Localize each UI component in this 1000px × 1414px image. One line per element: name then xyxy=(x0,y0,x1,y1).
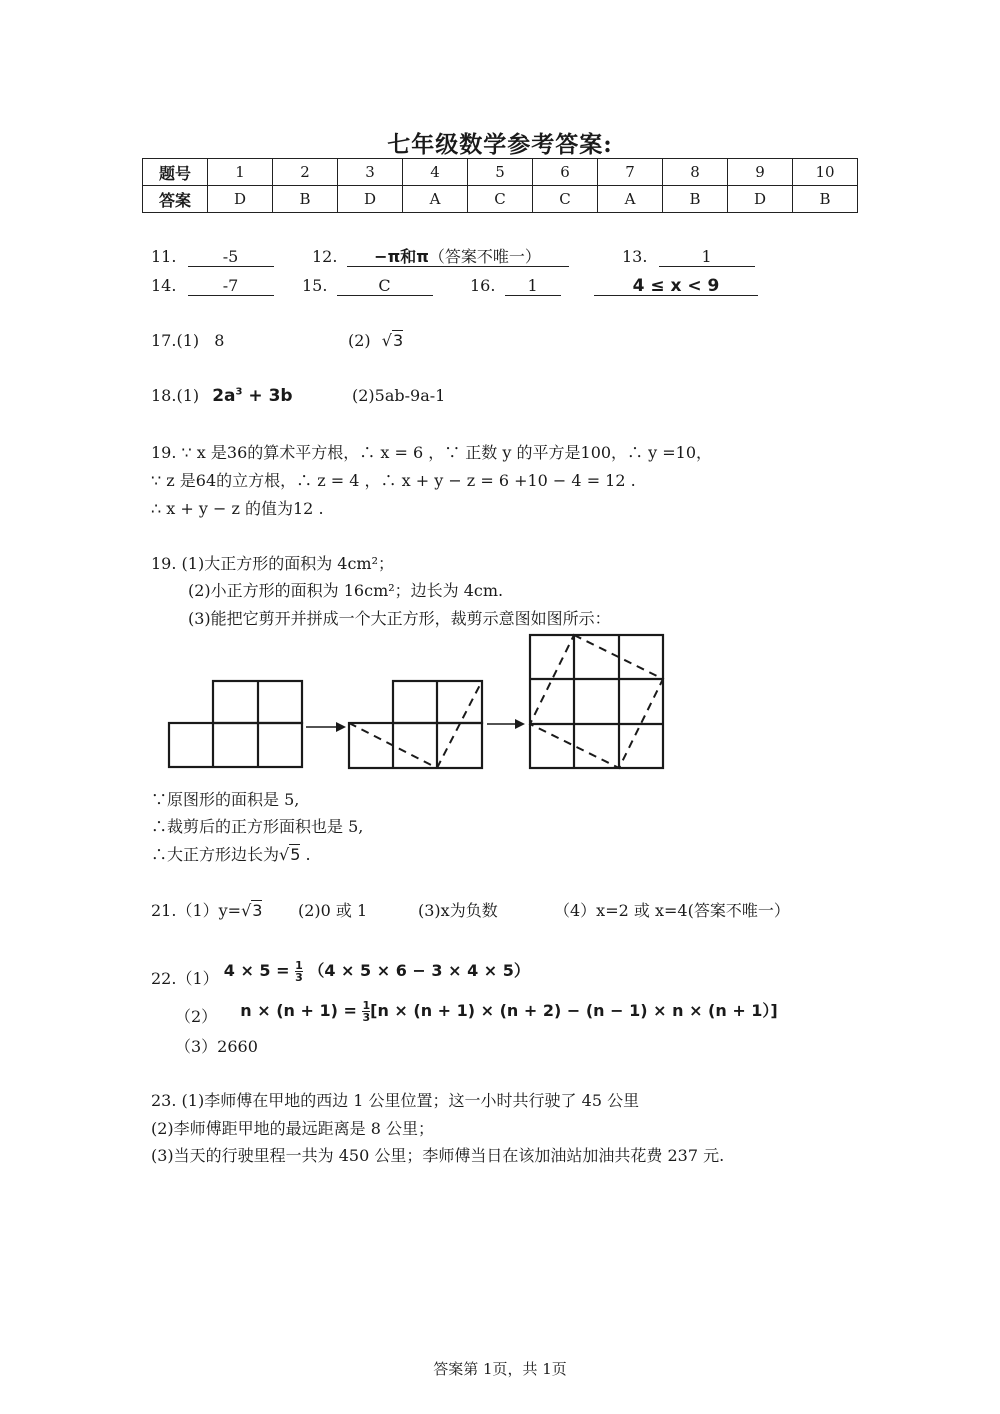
cutting-diagram xyxy=(160,630,680,772)
answer-q21-part2: (2)0 或 1 xyxy=(298,901,368,920)
table-cell: B xyxy=(793,186,858,213)
table-cell: A xyxy=(403,186,468,213)
term: + 3b xyxy=(242,386,293,406)
answer-q22 xyxy=(151,958,530,989)
question-number: 11. xyxy=(151,247,177,266)
q23-line: (2)李师傅距甲地的最远距离是 8 公里； xyxy=(151,1119,435,1138)
answer-blank xyxy=(347,248,569,267)
cut-shape xyxy=(349,681,482,768)
q23-line: (3)当天的行驶里程一共为 450 公里；李师傅当日在该加油站加油共花费 237 元. xyxy=(151,1146,725,1165)
table-row xyxy=(143,159,858,186)
answer-blank: 1 xyxy=(659,248,755,267)
fraction-denominator: 3 xyxy=(362,1011,371,1024)
page-title: 七年级数学参考答案: xyxy=(387,131,613,158)
answer-blank: -5 xyxy=(188,248,274,267)
part-label: (2) xyxy=(348,331,371,350)
fraction-numerator: 1 xyxy=(362,999,371,1012)
conclusion-line: ∴裁剪后的正方形面积也是 5, xyxy=(151,817,364,836)
q19-line: 19. ∵ x 是36的算术平方根，∴ x = 6 ，∵ 正数 y 的平方是100，∴ y =10， xyxy=(151,443,713,462)
formula-rhs: [n × (n + 1) × (n + 2) − (n − 1) × n × (n + 1）] xyxy=(370,1001,778,1020)
answer-q12 xyxy=(312,247,569,267)
sqrt-expression: √3 xyxy=(381,331,404,350)
table-cell: C xyxy=(533,186,598,213)
answer-q13 xyxy=(622,247,755,267)
table-cell: 6 xyxy=(533,159,598,186)
q19b-line: 19. (1)大正方形的面积为 4cm²； xyxy=(151,554,395,573)
fraction-denominator: 3 xyxy=(295,971,303,984)
answer-q22-part2 xyxy=(175,998,778,1027)
question-number: 15. xyxy=(302,276,328,295)
q19-line: ∵ z 是64的立方根，∴ z = 4 ，∴ x + y − z = 6 +10 − 4 = 12 . xyxy=(151,471,636,490)
arrow-right-icon xyxy=(306,722,346,732)
table-header-cell: 题号 xyxy=(143,159,208,186)
result-square xyxy=(530,635,663,768)
answer-q18 xyxy=(151,386,293,406)
answer-q14 xyxy=(151,276,274,296)
sqrt-expression: √5 xyxy=(279,845,301,864)
page-footer: 答案第 1页，共 1页 xyxy=(433,1360,567,1378)
term: 2a xyxy=(212,386,236,406)
question-number: 13. xyxy=(622,247,648,266)
answer-blank: 1 xyxy=(505,277,561,296)
q19b-line: (3)能把它剪开并拼成一个大正方形，裁剪示意图如图所示： xyxy=(188,609,611,628)
radicand: 3 xyxy=(252,901,263,920)
formula xyxy=(240,999,778,1024)
answer-q21-part4: （4）x=2 或 x=4(答案不唯一） xyxy=(554,901,790,920)
radicand: 5 xyxy=(290,845,301,864)
table-cell: 10 xyxy=(793,159,858,186)
question-number: 17.(1) xyxy=(151,331,200,350)
table-cell: 9 xyxy=(728,159,793,186)
table-header-cell: 答案 xyxy=(143,186,208,213)
conclusion-text: . xyxy=(300,845,311,864)
answer-q17 xyxy=(151,331,224,350)
fraction-numerator: 1 xyxy=(295,959,303,972)
sqrt-expression: √3 xyxy=(241,901,263,920)
answer-q18-part2: (2)5ab-9a-1 xyxy=(352,386,446,405)
fraction xyxy=(295,960,303,983)
question-number: 16. xyxy=(470,276,496,295)
formula-lhs: n × (n + 1) = xyxy=(240,1001,357,1020)
conclusion-text: ∴大正方形边长为 xyxy=(151,845,280,864)
table-row xyxy=(143,186,858,213)
answer-q17-part2 xyxy=(348,331,403,350)
exponent: 3 xyxy=(235,386,243,398)
answer-text xyxy=(212,386,292,406)
conclusion-line: ∵原图形的面积是 5, xyxy=(151,790,300,809)
question-number: 22.（1） xyxy=(151,969,219,988)
original-shape xyxy=(169,681,302,767)
table-cell: 4 xyxy=(403,159,468,186)
table-cell: 8 xyxy=(663,159,728,186)
formula-rhs: （4 × 5 × 6 − 3 × 4 × 5） xyxy=(308,961,530,980)
answer-q16 xyxy=(470,276,561,296)
q19-line: ∴ x + y − z 的值为12 . xyxy=(151,499,324,518)
answer-blank: 4 ≤ x < 9 xyxy=(594,277,758,296)
answer-text: −π和π xyxy=(374,247,429,266)
table-cell: 1 xyxy=(208,159,273,186)
question-number: 14. xyxy=(151,276,177,295)
table-cell: B xyxy=(273,186,338,213)
part-label: （2） xyxy=(175,1007,218,1026)
answer-q21-part3: (3)x为负数 xyxy=(418,901,498,920)
table-cell: B xyxy=(663,186,728,213)
answer-q16-inequality xyxy=(594,276,758,296)
answer-blank: C xyxy=(337,277,433,296)
question-number: 12. xyxy=(312,247,338,266)
table-cell: 2 xyxy=(273,159,338,186)
table-cell: 5 xyxy=(468,159,533,186)
q23-line: 23. (1)李师傅在甲地的西边 1 公里位置；这一小时共行驶了 45 公里 xyxy=(151,1091,640,1110)
table-cell: D xyxy=(208,186,273,213)
formula-lhs: 4 × 5 = xyxy=(223,961,290,980)
arrow-right-icon xyxy=(487,719,525,729)
question-number: 18.(1) xyxy=(151,386,200,405)
table-cell: D xyxy=(338,186,403,213)
q19b-line: (2)小正方形的面积为 16cm²；边长为 4cm. xyxy=(188,581,504,600)
table-cell: 3 xyxy=(338,159,403,186)
answer-table xyxy=(142,158,858,213)
answer-note: （答案不唯一） xyxy=(428,247,541,266)
table-cell: 7 xyxy=(598,159,663,186)
radicand: 3 xyxy=(392,331,404,350)
conclusion-line xyxy=(151,842,311,865)
answer-q11 xyxy=(151,247,274,267)
answer-q15 xyxy=(302,276,433,296)
table-cell: D xyxy=(728,186,793,213)
formula xyxy=(223,959,530,984)
table-cell: C xyxy=(468,186,533,213)
fraction xyxy=(362,1000,370,1023)
answer-q22-part3: （3）2660 xyxy=(175,1037,258,1056)
answer-q21 xyxy=(151,898,262,921)
table-cell: A xyxy=(598,186,663,213)
answer-blank: -7 xyxy=(188,277,274,296)
question-number: 21.（1）y= xyxy=(151,901,242,920)
answer-text: 8 xyxy=(214,331,225,350)
